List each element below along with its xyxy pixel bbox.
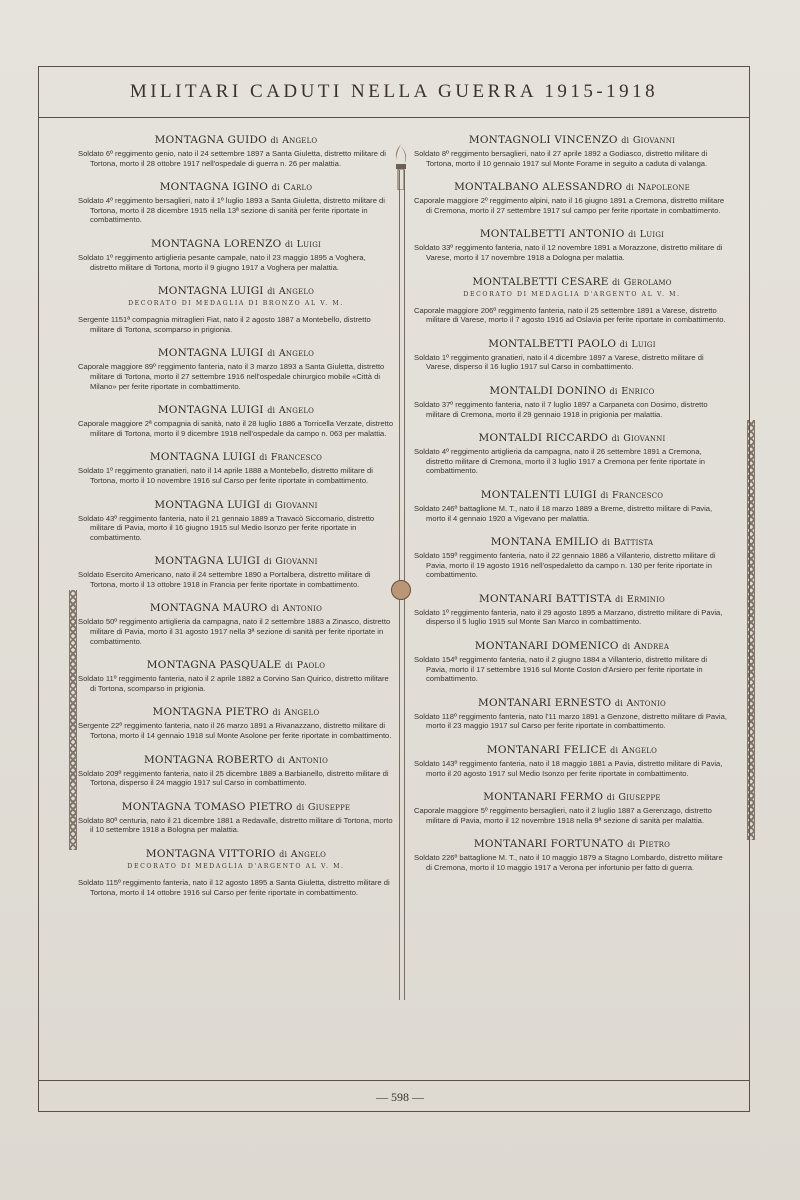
entry bbox=[78, 404, 394, 451]
entry bbox=[78, 602, 394, 659]
entry bbox=[414, 385, 730, 432]
entry-name bbox=[78, 499, 394, 511]
entry bbox=[78, 848, 394, 910]
di-label: di bbox=[609, 386, 618, 396]
entry-text: Soldato 50º reggimento artiglieria da campagna, nato il 2 settembre 1883 a Zinasco, distretto militare di Pavia, morto il 31 agosto 1917 nella 3ª sezione di sanità per ferite riportate in combattimento. bbox=[78, 617, 391, 646]
entry-name bbox=[78, 181, 394, 193]
di-label: di bbox=[615, 594, 624, 604]
entry bbox=[78, 285, 394, 347]
di-label: di bbox=[614, 698, 623, 708]
soldier-name: MONTANARI BATTISTA bbox=[479, 592, 612, 605]
entry bbox=[414, 697, 730, 744]
decoration-note: DECORATO DI MEDAGLIA D'ARGENTO AL V. M. bbox=[463, 290, 681, 298]
father-name: Battista bbox=[613, 537, 654, 549]
entry-name bbox=[414, 697, 730, 709]
entry bbox=[78, 451, 394, 498]
father-name: Carlo bbox=[283, 182, 313, 194]
entry-name bbox=[78, 134, 394, 146]
soldier-name: MONTAGNA LORENZO bbox=[150, 237, 282, 250]
di-label: di bbox=[270, 136, 279, 145]
di-label: di bbox=[625, 183, 635, 193]
father-name: Francesco bbox=[612, 489, 664, 501]
entry-name bbox=[414, 385, 730, 397]
entry-text: Soldato 118º reggimento fanteria, nato l'11 marzo 1891 a Genzone, distretto militare di Pavia, morto il 23 maggio 1917 sul Carso per ferite riportate in combattimento. bbox=[414, 711, 727, 731]
entry-name bbox=[414, 791, 730, 803]
entry-text: Soldato 115º reggimento fanteria, nato il 12 agosto 1895 a Santa Giuletta, distretto militare di Tortona, morto il 14 ottobre 1916 sul Carso per ferite riportate in combattimento. bbox=[78, 878, 390, 897]
entry bbox=[414, 838, 730, 885]
soldier-name: MONTAGNA TOMASO PIETRO bbox=[121, 800, 293, 813]
soldier-name: MONTAGNA LUIGI bbox=[157, 285, 264, 298]
page-title: MILITARI CADUTI NELLA GUERRA 1915-1918 bbox=[129, 80, 659, 102]
entry-text: Soldato 6º reggimento genio, nato il 24 settembre 1897 a Santa Giuletta, distretto militare di Tortona, morto il 28 ottobre 1917 nell'ospedale di guerra n. 26 per malattia. bbox=[78, 149, 386, 168]
father-name: Francesco bbox=[270, 452, 323, 464]
entry bbox=[78, 659, 394, 706]
father-name: Giovanni bbox=[275, 556, 318, 568]
entry-text: Soldato 8º reggimento bersaglieri, nato il 27 aprile 1892 a Godiasco, distretto militare di Tortona, morto il 10 gennaio 1917 sul Monte Forame in seguito a caduta di valanga. bbox=[414, 149, 708, 168]
entry-text: Soldato 1º reggimento fanteria, nato il 29 agosto 1895 a Marzano, distretto militare di Pavia, disperso il 5 luglio 1915 sul Monte San Marco in combattimento. bbox=[414, 607, 723, 627]
entry bbox=[414, 640, 730, 697]
di-label: di bbox=[285, 239, 294, 249]
entry bbox=[414, 134, 730, 181]
entry-text: Soldato 1º reggimento artiglieria pesante campale, nato il 23 maggio 1895 a Voghera, distretto militare di Tortona, morto il 9 giugno 1917 a Voghera per malattia. bbox=[78, 252, 366, 272]
entry-text: Soldato 4º reggimento artiglieria da campagna, nato il 26 settembre 1891 a Cremona, distretto militare di Cremona, morto il 3 luglio 1917 a Cremona per ferite riportate in combattimento. bbox=[414, 447, 705, 476]
soldier-name: MONTAGNOLI VINCENZO bbox=[468, 134, 618, 146]
entry-text: Caporale maggiore 2º reggimento alpini, nato il 16 giugno 1891 a Cremona, distretto militare di Cremona, morto il 27 settembre 1917 sul campo per ferite riportate in combattimento. bbox=[414, 196, 725, 215]
soldier-name: MONTANARI FERMO bbox=[483, 791, 604, 804]
entry-text: Soldato 11º reggimento fanteria, nato il 2 aprile 1882 a Corvino San Quirico, distretto militare di Tortona, scomparso in prigionia. bbox=[78, 674, 389, 693]
entry-text: Soldato 33º reggimento fanteria, nato il 12 novembre 1891 a Morazzone, distretto militare di Varese, morto il 17 novembre 1918 a Dologna per malattia. bbox=[414, 243, 723, 262]
soldier-name: MONTANA EMILIO bbox=[490, 536, 599, 549]
di-label: di bbox=[271, 604, 280, 614]
di-label: di bbox=[611, 434, 620, 444]
di-label: di bbox=[602, 538, 611, 548]
entry-text: Soldato 37º reggimento fanteria, nato il 7 luglio 1897 a Carpaneta con Dosimo, distretto militare di Cremona, morto il 29 gennaio 1918 in prigionia per malattia. bbox=[414, 399, 708, 419]
di-label: di bbox=[272, 708, 281, 718]
di-label: di bbox=[610, 746, 619, 756]
entry bbox=[78, 238, 394, 285]
entry bbox=[414, 791, 730, 838]
di-label: di bbox=[606, 793, 615, 803]
entry bbox=[78, 347, 394, 404]
entry-text: Caporale maggiore 206º reggimento fanteria, nato il 25 settembre 1891 a Varese, distretto militare di Varese, morto il 7 agosto 1916 ad Oslavia per ferite riportate in combattimento. bbox=[414, 305, 726, 325]
father-name: Giuseppe bbox=[618, 792, 661, 804]
father-name: Luigi bbox=[631, 338, 656, 350]
di-label: di bbox=[263, 500, 272, 510]
soldier-name: MONTANARI FELICE bbox=[486, 744, 607, 757]
entry bbox=[78, 499, 394, 556]
medal-icon bbox=[391, 580, 411, 600]
soldier-name: MONTALBANO ALESSANDRO bbox=[454, 181, 623, 194]
entry-name bbox=[414, 593, 730, 605]
di-label: di bbox=[285, 661, 294, 671]
di-label: di bbox=[600, 490, 609, 500]
entry bbox=[414, 181, 730, 228]
soldier-name: MONTAGNA ROBERTO bbox=[143, 753, 274, 766]
entry-text: Soldato Esercito Americano, nato il 24 settembre 1890 a Portalbera, distretto militare di Tortona, morto il 13 ottobre 1918 in Francia per ferite riportate in combattimento. bbox=[78, 570, 371, 589]
entry-text: Soldato 159º reggimento fanteria, nato il 22 gennaio 1886 a Villanterio, distretto militare di Pavia, morto il 19 agosto 1916 nell'ospedaletto da campo n. 130 per ferite riportate in combattimento. bbox=[414, 551, 716, 580]
father-name: Luigi bbox=[296, 238, 322, 250]
entry bbox=[414, 432, 730, 489]
entry-name bbox=[414, 744, 730, 756]
di-label: di bbox=[267, 287, 276, 297]
father-name: Erminio bbox=[626, 593, 665, 605]
entry-text: Soldato 154º reggimento fanteria, nato il 2 giugno 1884 a Villanterio, distretto militare di Pavia, morto il 17 settembre 1916 sul Monte Coston d'Arsiero per ferite riportate in combattimento. bbox=[414, 655, 708, 684]
father-name: Paolo bbox=[296, 660, 326, 672]
father-name: Napoleone bbox=[637, 182, 690, 194]
father-name: Angelo bbox=[278, 348, 315, 360]
di-label: di bbox=[259, 453, 268, 463]
entry-text: Soldato 80ª centuria, nato il 21 dicembre 1881 a Redavalle, distretto militare di Tortona, morto il 10 settembre 1918 a Bologna per malattia. bbox=[78, 815, 393, 835]
page-number: — 598 — bbox=[376, 1090, 424, 1104]
entry bbox=[78, 555, 394, 602]
soldier-name: MONTAGNA PIETRO bbox=[152, 706, 269, 719]
soldier-name: MONTAGNA LUIGI bbox=[154, 555, 261, 568]
soldier-name: MONTANARI DOMENICO bbox=[474, 640, 619, 653]
entry-name bbox=[78, 347, 394, 359]
di-label: di bbox=[612, 277, 621, 287]
torch-icon bbox=[386, 140, 416, 190]
father-name: Angelo bbox=[290, 849, 327, 860]
di-label: di bbox=[267, 349, 276, 359]
soldier-name: MONTAGNA GUIDO bbox=[154, 134, 267, 146]
entry bbox=[414, 536, 730, 593]
entry-name bbox=[78, 404, 394, 416]
entry-name bbox=[414, 181, 730, 193]
entry-name bbox=[414, 640, 730, 652]
father-name: Luigi bbox=[639, 229, 665, 241]
di-label: di bbox=[619, 339, 628, 349]
father-name: Giovanni bbox=[632, 135, 676, 146]
soldier-name: MONTAGNA LUIGI bbox=[149, 451, 256, 464]
right-column bbox=[414, 134, 730, 886]
entry-name bbox=[78, 754, 394, 766]
entry-name bbox=[78, 451, 394, 463]
father-name: Andrea bbox=[633, 641, 670, 653]
footer-rule bbox=[38, 1080, 750, 1081]
entry-name bbox=[78, 238, 394, 250]
entry-name bbox=[78, 801, 394, 813]
soldier-name: MONTALBETTI ANTONIO bbox=[479, 228, 625, 241]
entry bbox=[414, 489, 730, 536]
soldier-name: MONTAGNA IGINO bbox=[159, 181, 269, 194]
entry bbox=[414, 228, 730, 275]
entry bbox=[414, 593, 730, 640]
entry bbox=[78, 134, 394, 181]
father-name: Enrico bbox=[621, 385, 655, 397]
decoration-note: DECORATO DI MEDAGLIA D'ARGENTO AL V. M. bbox=[127, 863, 345, 870]
entry-text: Soldato 1º reggimento granatieri, nato il 14 aprile 1888 a Montebello, distretto militare di Tortona, morto il 10 novembre 1916 sul Carso per ferite riportate in combattimento. bbox=[78, 466, 373, 485]
entry-text: Soldato 43º reggimento fanteria, nato il 21 gennaio 1889 a Travacò Siccomario, distretto militare di Pavia, morto il 16 giugno 1915 sul Medio Isonzo per ferite riportate in combattimento. bbox=[78, 513, 375, 542]
father-name: Pietro bbox=[638, 839, 671, 851]
entry bbox=[78, 706, 394, 753]
left-column bbox=[78, 134, 394, 910]
entry-text: Caporale maggiore 89º reggimento fanteria, nato il 3 marzo 1893 a Santa Giuletta, distretto militare di Tortona, morto il 27 settembre 1916 nell'ospedale chirurgico mobile «Città di Milano» per ferite riportate in combattimento. bbox=[78, 362, 385, 391]
di-label: di bbox=[276, 755, 286, 765]
entry-text: Soldato 246º battaglione M. T., nato il 18 marzo 1889 a Breme, distretto militare di Pavia, morto il 4 gennaio 1920 a Vigevano per malattia. bbox=[414, 503, 713, 523]
fasces-right-icon bbox=[736, 420, 766, 840]
entry-text: Soldato 209º reggimento fanteria, nato il 25 dicembre 1889 a Barbianello, distretto militare di Tortona, disperso il 24 maggio 1917 sul Carso in combattimento. bbox=[78, 768, 389, 788]
entry-text: Soldato 143º reggimento fanteria, nato il 18 maggio 1881 a Pavia, distretto militare di Pavia, morto il 20 agosto 1917 sul Medio Isonzo per ferite riportate in combattimento. bbox=[414, 759, 723, 778]
entry-text: Caporale maggiore 2ª compagnia di sanità, nato il 28 luglio 1886 a Torricella Verzate, distretto militare di Tortona, morto il 9 dicembre 1918 nell'ospedale da campo n. 063 per malattia. bbox=[78, 419, 394, 438]
father-name: Giovanni bbox=[623, 433, 666, 445]
father-name: Gerolamo bbox=[623, 276, 672, 288]
di-label: di bbox=[263, 557, 272, 567]
soldier-name: MONTAGNA LUIGI bbox=[157, 347, 264, 360]
soldier-name: MONTANARI ERNESTO bbox=[478, 696, 612, 709]
soldier-name: MONTALBETTI PAOLO bbox=[488, 337, 617, 350]
di-label: di bbox=[621, 136, 630, 145]
di-label: di bbox=[622, 642, 631, 652]
soldier-name: MONTAGNA LUIGI bbox=[154, 498, 261, 511]
father-name: Angelo bbox=[278, 286, 315, 298]
entry-name bbox=[78, 848, 394, 860]
father-name: Antonio bbox=[282, 603, 323, 615]
entry-name bbox=[78, 706, 394, 718]
entry-name bbox=[414, 432, 730, 444]
entry bbox=[414, 276, 730, 338]
decoration-note: DECORATO DI MEDAGLIA DI BRONZO AL V. M. bbox=[128, 300, 344, 308]
father-name: Angelo bbox=[282, 135, 318, 146]
entry-name bbox=[414, 489, 730, 501]
father-name: Antonio bbox=[626, 697, 666, 709]
fasces-left-icon bbox=[58, 590, 88, 850]
father-name: Giovanni bbox=[275, 499, 318, 511]
soldier-name: MONTANARI FORTUNATO bbox=[473, 838, 624, 851]
soldier-name: MONTAGNA LUIGI bbox=[157, 404, 264, 417]
di-label: di bbox=[627, 840, 636, 850]
soldier-name: MONTAGNA MAURO bbox=[149, 602, 268, 615]
entry-name bbox=[414, 228, 730, 240]
soldier-name: MONTALENTI LUIGI bbox=[480, 488, 597, 501]
entry-name bbox=[414, 134, 730, 146]
entry bbox=[414, 338, 730, 385]
entry bbox=[78, 801, 394, 848]
page-header bbox=[38, 66, 750, 118]
father-name: Antonio bbox=[288, 754, 329, 766]
entry-name bbox=[414, 536, 730, 548]
father-name: Giuseppe bbox=[307, 801, 351, 813]
entry-text: Soldato 4º reggimento bersaglieri, nato il 1º luglio 1893 a Santa Giuletta, distretto militare di Tortona, morto il 28 dicembre 1915 nella 13ª sezione di sanità per ferite riportate in combattimento. bbox=[78, 196, 385, 225]
entry-text: Sergente 22º reggimento fanteria, nato il 26 marzo 1891 a Rivanazzano, distretto militare di Tortona, morto il 14 gennaio 1918 sul Monte Asolone per ferite riportate in combattimento. bbox=[78, 721, 392, 741]
di-label: di bbox=[267, 406, 276, 416]
entry-name bbox=[78, 659, 394, 671]
di-label: di bbox=[296, 802, 305, 812]
entry-name bbox=[78, 602, 394, 614]
entry bbox=[78, 754, 394, 801]
entry-name bbox=[78, 555, 394, 567]
column-divider bbox=[396, 140, 406, 1000]
soldier-name: MONTALDI RICCARDO bbox=[478, 432, 609, 445]
father-name: Angelo bbox=[621, 745, 658, 757]
di-label: di bbox=[628, 230, 637, 240]
entry-text: Caporale maggiore 5º reggimento bersaglieri, nato il 2 luglio 1887 a Gerenzago, distretto militare di Pavia, morto il 12 novembre 1918 nella 9ª sezione di sanità per malattia. bbox=[414, 806, 712, 825]
entry-text: Soldato 226º battaglione M. T., nato il 10 maggio 1879 a Stagno Lombardo, distretto militare di Cremona, morto il 10 maggio 1917 a Verona per infortunio per fatto di guerra. bbox=[414, 853, 723, 872]
entry-text: Sergente 1151ª compagnia mitraglieri Fiat, nato il 2 agosto 1887 a Montebello, distretto militare di Tortona, scomparso in prigionia. bbox=[78, 315, 371, 334]
entry-name bbox=[414, 838, 730, 850]
entry bbox=[414, 744, 730, 791]
entry bbox=[78, 181, 394, 238]
soldier-name: MONTAGNA VITTORIO bbox=[145, 848, 276, 860]
di-label: di bbox=[279, 850, 288, 859]
father-name: Angelo bbox=[278, 405, 315, 417]
entry-name bbox=[414, 276, 730, 288]
soldier-name: MONTAGNA PASQUALE bbox=[146, 659, 282, 672]
father-name: Angelo bbox=[284, 707, 320, 719]
entry-name bbox=[78, 285, 394, 297]
soldier-name: MONTALBETTI CESARE bbox=[472, 275, 609, 288]
soldier-name: MONTALDI DONINO bbox=[489, 384, 606, 397]
entry-text: Soldato 1º reggimento granatieri, nato il 4 dicembre 1897 a Varese, distretto militare di Varese, disperso il 16 luglio 1917 sul Carso in combattimento. bbox=[414, 352, 704, 372]
di-label: di bbox=[271, 183, 280, 193]
entry-name bbox=[414, 338, 730, 350]
